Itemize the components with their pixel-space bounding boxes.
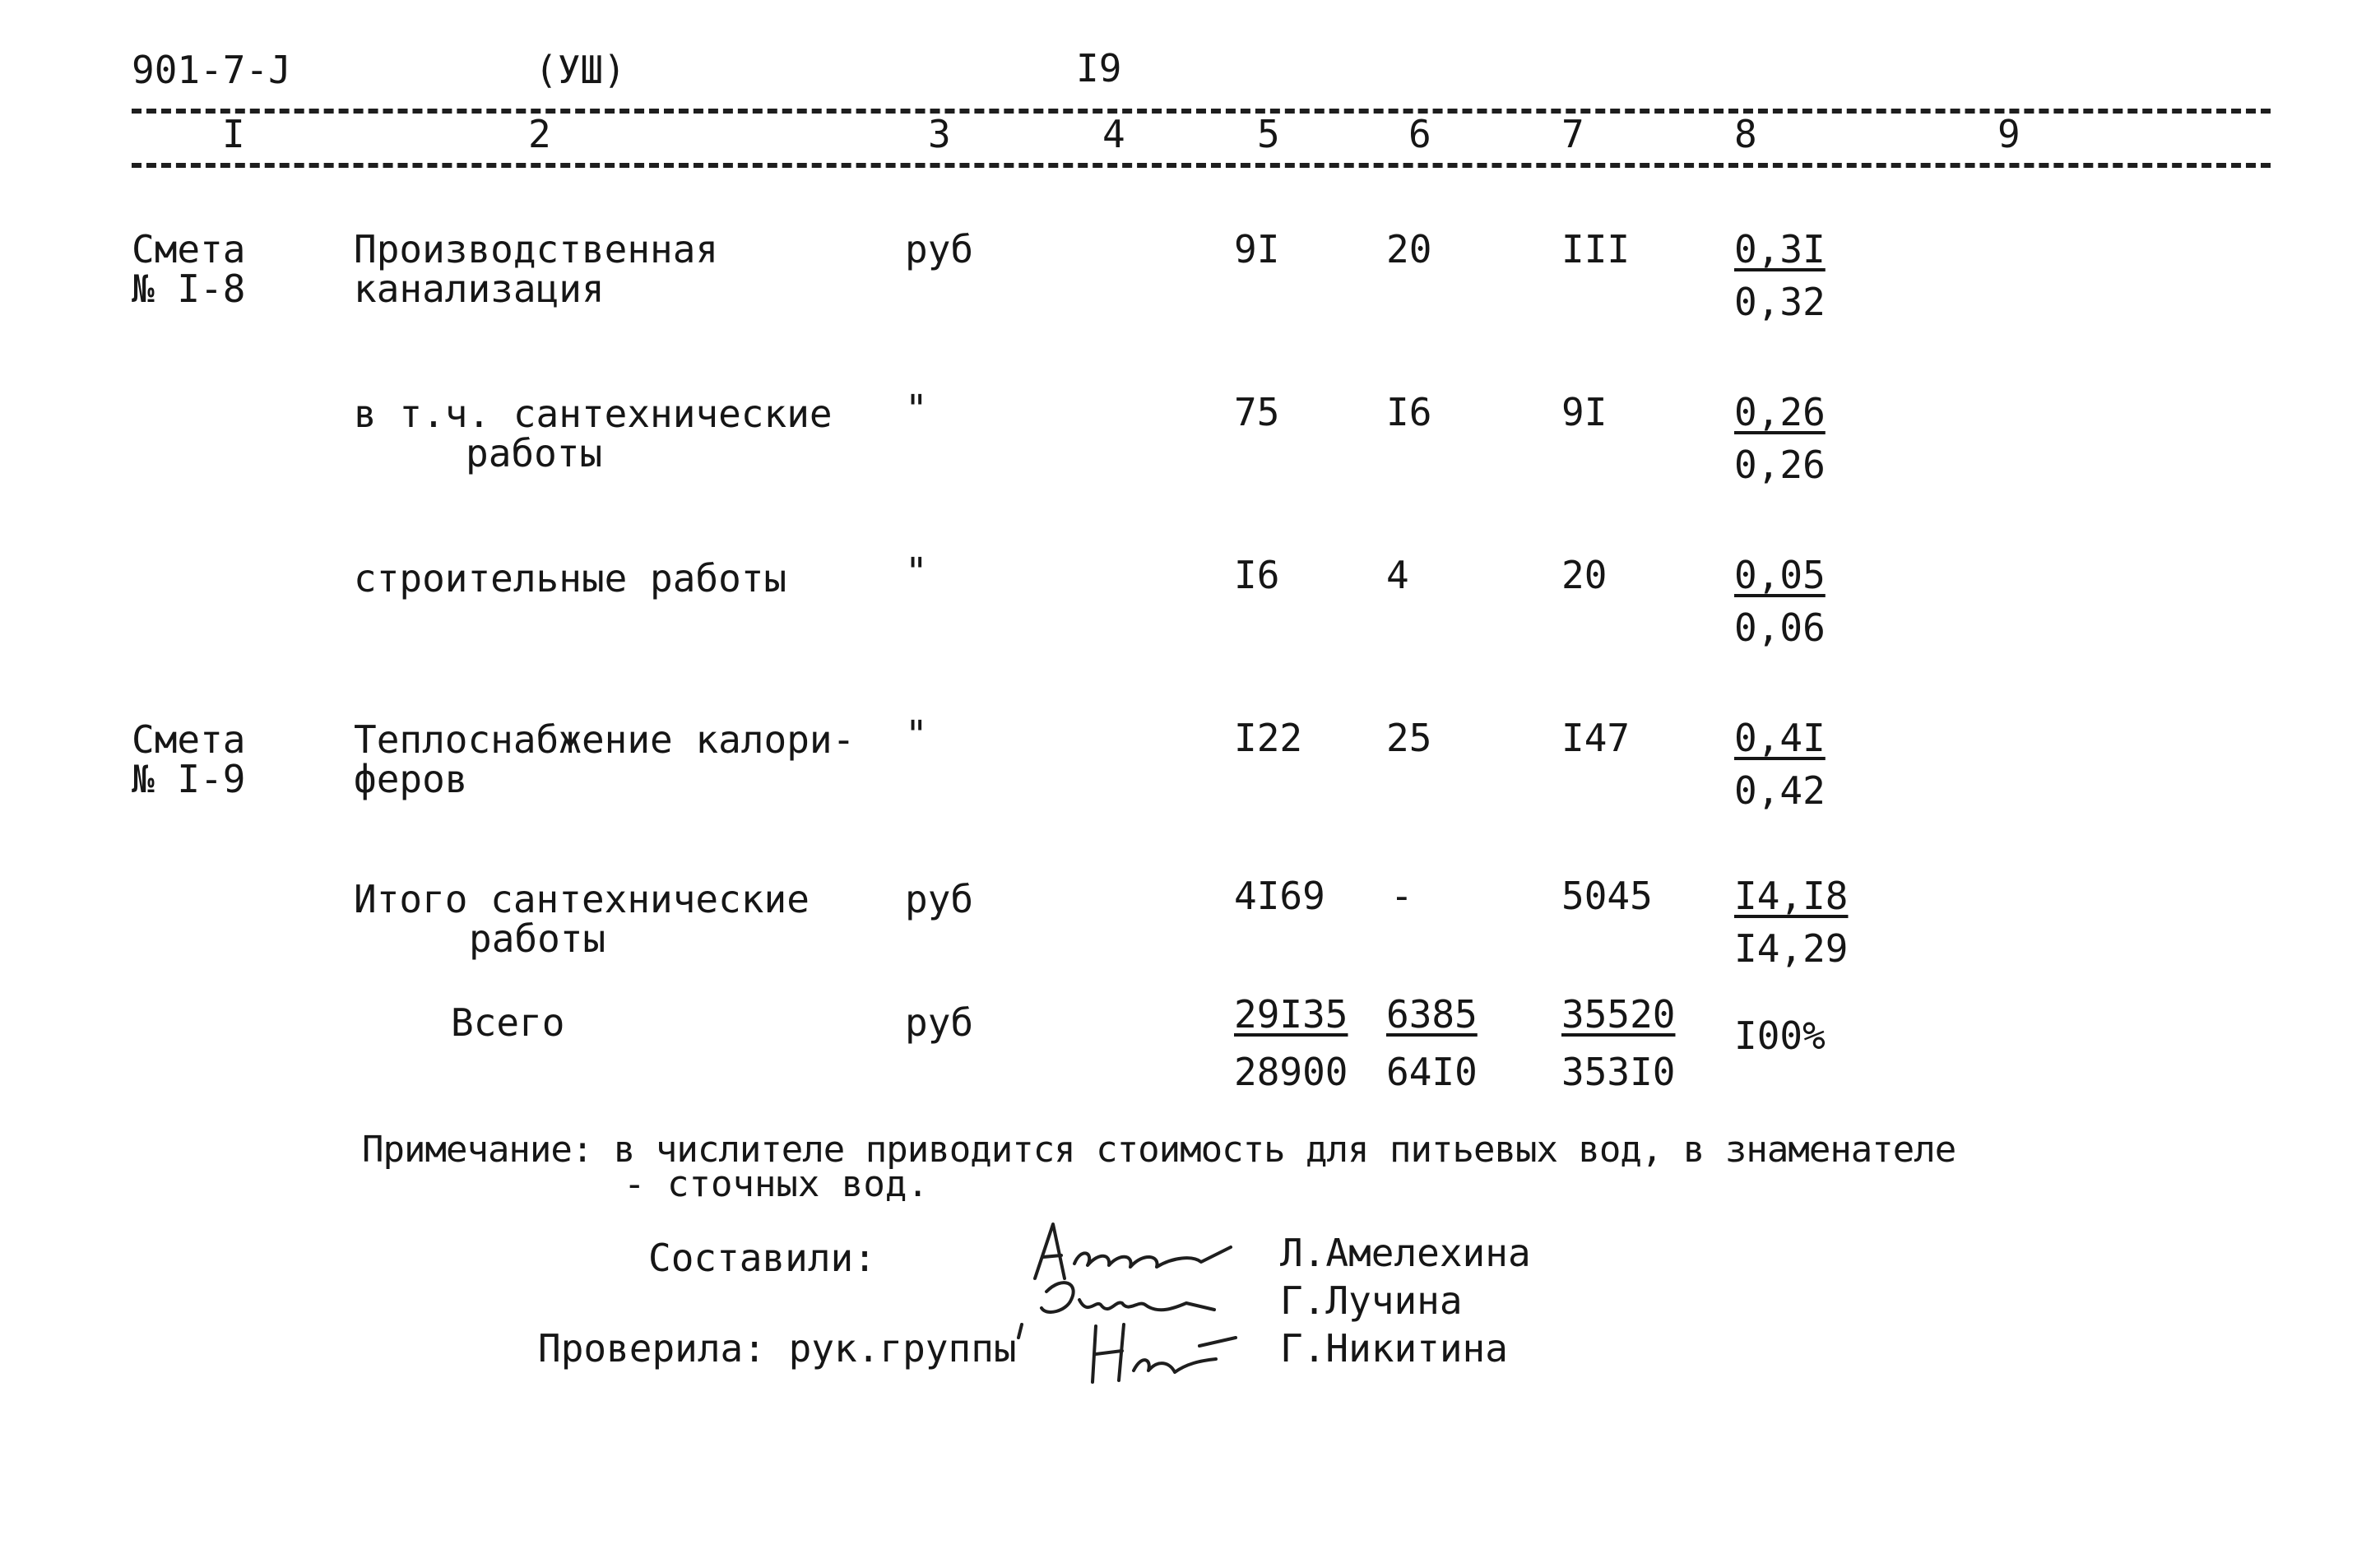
col6-cell: I6 bbox=[1386, 390, 1432, 434]
col8-numerator: 0,4I bbox=[1734, 716, 1826, 760]
col8-numerator: 0,26 bbox=[1734, 390, 1826, 434]
unit-cell: " bbox=[905, 550, 928, 594]
col6-cell: 25 bbox=[1386, 716, 1432, 760]
item-name: канализация bbox=[354, 267, 605, 311]
column-number: 9 bbox=[1997, 112, 2020, 156]
col5-cell: 4I69 bbox=[1234, 874, 1325, 918]
total-col7-denominator: 353I0 bbox=[1561, 1050, 1676, 1094]
total-col5-numerator: 29I35 bbox=[1234, 992, 1348, 1037]
col8-denominator: 0,26 bbox=[1734, 443, 1826, 487]
unit-cell: " bbox=[905, 387, 928, 431]
compiled-by-label: Составили: bbox=[648, 1236, 876, 1280]
col6-cell: 20 bbox=[1386, 227, 1432, 271]
total-col7-numerator: 35520 bbox=[1561, 992, 1676, 1037]
col8-denominator: 0,42 bbox=[1734, 768, 1826, 813]
col7-cell: III bbox=[1561, 227, 1631, 271]
item-name: Теплоснабжение калори- bbox=[354, 717, 856, 762]
col6-cell: - bbox=[1390, 874, 1413, 918]
col7-cell: I47 bbox=[1561, 716, 1631, 760]
page-number: I9 bbox=[1076, 46, 1122, 90]
col7-cell: 20 bbox=[1561, 553, 1608, 597]
total-col6-denominator: 64I0 bbox=[1386, 1050, 1478, 1094]
column-number: 7 bbox=[1561, 112, 1584, 156]
item-name: Итого сантехнические bbox=[354, 877, 810, 921]
col7-cell: 5045 bbox=[1561, 874, 1653, 918]
col8-numerator: 0,05 bbox=[1734, 553, 1826, 597]
item-name: работы bbox=[466, 431, 603, 475]
estimate-ref: № I-8 bbox=[132, 267, 246, 311]
column-number: 4 bbox=[1102, 112, 1125, 156]
col5-cell: 9I bbox=[1234, 227, 1280, 271]
item-name: строительные работы bbox=[354, 556, 787, 601]
total-label: Всего bbox=[451, 1000, 565, 1045]
unit-cell: руб bbox=[905, 1000, 974, 1045]
total-col6-numerator: 6385 bbox=[1386, 992, 1478, 1037]
column-number: 2 bbox=[528, 112, 551, 156]
column-number: 5 bbox=[1257, 112, 1280, 156]
col5-cell: I22 bbox=[1234, 716, 1303, 760]
estimate-ref: № I-9 bbox=[132, 757, 246, 801]
note-line: Примечание: в числителе приводится стоимость для питьевых вод, в знаменателе bbox=[362, 1129, 1956, 1171]
column-number: 8 bbox=[1734, 112, 1757, 156]
column-number: I bbox=[222, 112, 245, 156]
column-number: 6 bbox=[1408, 112, 1431, 156]
item-name: в т.ч. сантехнические bbox=[354, 392, 833, 436]
col7-cell: 9I bbox=[1561, 390, 1608, 434]
item-name: Производственная bbox=[354, 227, 719, 271]
document-code: 901-7-J bbox=[132, 48, 291, 92]
column-number: 3 bbox=[928, 112, 951, 156]
col8-numerator: 0,3I bbox=[1734, 227, 1826, 271]
note-line: - сточных вод. bbox=[624, 1163, 929, 1205]
signatory-name: Г.Лучина bbox=[1280, 1278, 1463, 1323]
item-name: феров bbox=[354, 757, 468, 801]
header-rule-bottom bbox=[132, 163, 2271, 168]
signatory-name: Г.Никитина bbox=[1280, 1326, 1508, 1371]
unit-cell: " bbox=[905, 712, 928, 757]
total-col5-denominator: 28900 bbox=[1234, 1050, 1348, 1094]
signatory-name: Л.Амелехина bbox=[1280, 1231, 1531, 1275]
col8-numerator: I4,I8 bbox=[1734, 874, 1849, 918]
unit-cell: руб bbox=[905, 877, 974, 921]
total-col8: I00% bbox=[1734, 1014, 1826, 1058]
col5-cell: 75 bbox=[1234, 390, 1280, 434]
col5-cell: I6 bbox=[1234, 553, 1280, 597]
handwritten-signature bbox=[1014, 1313, 1244, 1387]
estimate-ref: Смета bbox=[132, 227, 246, 271]
checked-by-label: Проверила: рук.группы bbox=[538, 1326, 1017, 1371]
col8-denominator: 0,32 bbox=[1734, 280, 1826, 324]
unit-cell: руб bbox=[905, 227, 974, 271]
col8-denominator: I4,29 bbox=[1734, 926, 1849, 971]
item-name: работы bbox=[469, 916, 606, 961]
section-label: (УШ) bbox=[535, 48, 626, 92]
header-rule-top bbox=[132, 109, 2271, 114]
col6-cell: 4 bbox=[1386, 553, 1409, 597]
col8-denominator: 0,06 bbox=[1734, 605, 1826, 650]
estimate-ref: Смета bbox=[132, 717, 246, 762]
